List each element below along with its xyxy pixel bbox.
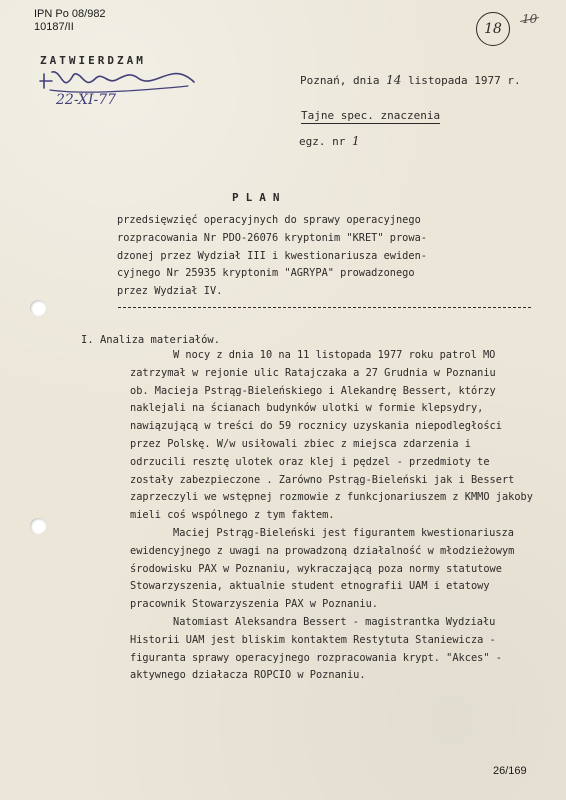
- body-line: [130, 596, 550, 614]
- copy-number: 1: [351, 134, 360, 148]
- body-line-text: przez Polskę. W/w usiłowali zbiec z miejsca zdarzenia i: [130, 437, 471, 450]
- archive-signature: IPN Po 08/982: [34, 8, 106, 20]
- body-line: [130, 436, 550, 454]
- body-line: [130, 454, 550, 472]
- punch-hole: [30, 518, 46, 534]
- dashed-separator: [118, 307, 531, 308]
- punch-hole: [30, 300, 46, 316]
- place-date-suffix: listopada 1977 r.: [408, 74, 521, 87]
- plan-subject: [117, 212, 537, 301]
- body-line-text: Historii UAM jest bliskim kontaktem Restytuta Staniewicza -: [130, 633, 496, 646]
- subject-line: przez Wydział IV.: [117, 285, 223, 298]
- page-counter: 26/169: [493, 765, 527, 777]
- body-line-text: ob. Macieja Pstrąg-Bieleńskiego i Alekandrę Bessert, którzy: [130, 384, 496, 397]
- body-line-text: aktywnego działacza ROPCIO w Poznaniu.: [130, 669, 366, 682]
- body-line-text: mieli coś wspólnego z tym faktem.: [130, 509, 335, 522]
- approval-label: ZATWIERDZAM: [40, 54, 146, 67]
- body-line-text: zaprzeczyli we wstępnej rozmowie z funkcjonariuszem z KMMO jakoby: [130, 491, 533, 504]
- body-line-text: Natomiast Aleksandra Bessert - magistrantka Wydziału: [173, 615, 496, 628]
- body-line-text: naklejali na ścianach budynków ulotki w formie klepsydry,: [130, 402, 484, 415]
- body-line-text: ewidencyjnego z uwagi na prowadzoną działalność w młodzieżowym: [130, 544, 515, 557]
- body-line: [130, 543, 550, 561]
- body-line-text: zatrzymał w rejonie ulic Ratajczaka a 27 Grudnia w Poznaniu: [130, 366, 496, 379]
- body-line-text: pracownik Stowarzyszenia PAX w Poznaniu.: [130, 598, 378, 611]
- body-line: [130, 525, 550, 543]
- copy-prefix: egz. nr: [299, 135, 346, 148]
- body-line: [130, 667, 550, 685]
- body-line: [130, 347, 550, 365]
- subject-line: cyjnego Nr 25935 kryptonim "AGRYPA" prowadzonego: [117, 267, 415, 280]
- subject-line: rozpracowania Nr PDO-26076 kryptonim "KRET" prowa-: [117, 231, 427, 244]
- body-line-text: W nocy z dnia 10 na 11 listopada 1977 roku patrol MO: [173, 349, 496, 361]
- body-line-text: środowisku PAX w Poznaniu, wykraczającą poza normy statutowe: [130, 562, 502, 575]
- body-line: [130, 489, 550, 507]
- body-line-text: nawiązującą w treści do 59 rocznicy uzyskania niepodległości: [130, 420, 502, 433]
- body-line: [130, 632, 550, 650]
- body-line: [130, 400, 550, 418]
- document-title: PLAN: [232, 191, 287, 204]
- archive-reference: [34, 8, 106, 34]
- place-and-date: [300, 73, 521, 87]
- circled-page-number: 18: [476, 12, 510, 46]
- archive-subsignature: 10187/II: [34, 21, 74, 33]
- body-line-text: Stowarzyszenia, aktualnie student etnografii UAM i etatowy: [130, 580, 490, 593]
- place-date-prefix: Poznań, dnia: [300, 74, 380, 87]
- body-line: [130, 614, 550, 632]
- subject-line: dzonej przez Wydział III i kwestionariusza ewiden-: [117, 249, 427, 262]
- section-heading: I. Analiza materiałów.: [81, 334, 221, 346]
- body-line: [130, 507, 550, 525]
- copy-number-line: [299, 134, 360, 148]
- subject-line: przedsięwzięć operacyjnych do sprawy operacyjnego: [117, 214, 421, 226]
- body-line: [130, 365, 550, 383]
- body-line: [130, 418, 550, 436]
- body-text: [130, 347, 550, 685]
- body-line: [130, 578, 550, 596]
- handwritten-day: 14: [386, 73, 402, 87]
- body-line-text: zostały zabezpieczone . Zarówno Pstrąg-Bieleński jak i Bessert: [130, 473, 515, 486]
- body-line-text: odrzucili resztę ulotek oraz klej i pędzel - przedmioty te: [130, 455, 490, 468]
- body-line-text: figuranta sprawy operacyjnego rozpracowania krypt. "Akces" -: [130, 651, 502, 664]
- approval-date: 22-XI-77: [56, 92, 117, 108]
- body-line-text: Maciej Pstrąg-Bieleński jest figurantem kwestionariusza: [173, 526, 514, 539]
- body-line: [130, 472, 550, 490]
- struck-page-number: 10: [522, 12, 538, 26]
- body-line: [130, 383, 550, 401]
- body-line: [130, 650, 550, 668]
- body-line: [130, 561, 550, 579]
- secrecy-clause: Tajne spec. znaczenia: [301, 109, 441, 122]
